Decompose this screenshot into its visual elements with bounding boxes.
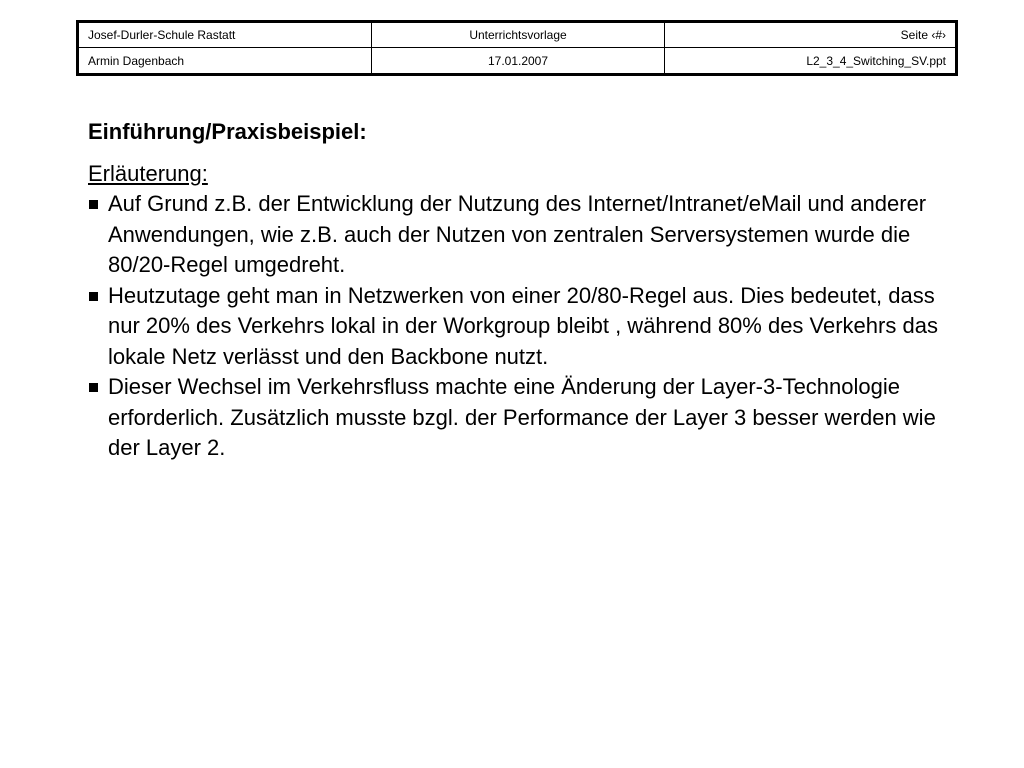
list-item xyxy=(88,281,938,373)
header-school: Josef-Durler-Schule Rastatt xyxy=(79,23,372,48)
list-item xyxy=(88,189,938,281)
page-title: Einführung/Praxisbeispiel: xyxy=(88,119,367,144)
bullet-list xyxy=(88,189,938,464)
bullet-text: Dieser Wechsel im Verkehrsfluss machte eine Änderung der Layer-3-Technologie erforderlich. Zusätzlich musste bzgl. der Performance der Layer 3 besser werden wie der Layer 2. xyxy=(108,374,936,460)
header-doc-type: Unterrichtsvorlage xyxy=(372,23,665,48)
header-filename: L2_3_4_Switching_SV.ppt xyxy=(806,53,946,68)
square-bullet-icon xyxy=(89,200,98,209)
square-bullet-icon xyxy=(89,292,98,301)
header-author: Armin Dagenbach xyxy=(79,48,372,73)
section-subtitle: Erläuterung: xyxy=(88,161,208,186)
bullet-text: Heutzutage geht man in Netzwerken von einer 20/80-Regel aus. Dies bedeutet, dass nur 20% des Verkehrs lokal in der Workgroup bleibt , während 80% des Verkehrs das lokale Netz verlässt und den Backbone nutzt. xyxy=(108,282,938,369)
header-date: 17.01.2007 xyxy=(372,48,665,73)
square-bullet-icon xyxy=(89,383,98,392)
slide-content xyxy=(88,116,938,464)
header-table xyxy=(76,20,958,76)
bullet-text: Auf Grund z.B. der Entwicklung der Nutzung des Internet/Intranet/eMail und anderer Anwendungen, wie z.B. auch der Nutzen von zentralen Serversystemen wurde die 80/20-Regel umgedreht. xyxy=(108,191,927,277)
list-item xyxy=(88,372,938,464)
header-page-number: Seite ‹#› xyxy=(665,23,955,48)
